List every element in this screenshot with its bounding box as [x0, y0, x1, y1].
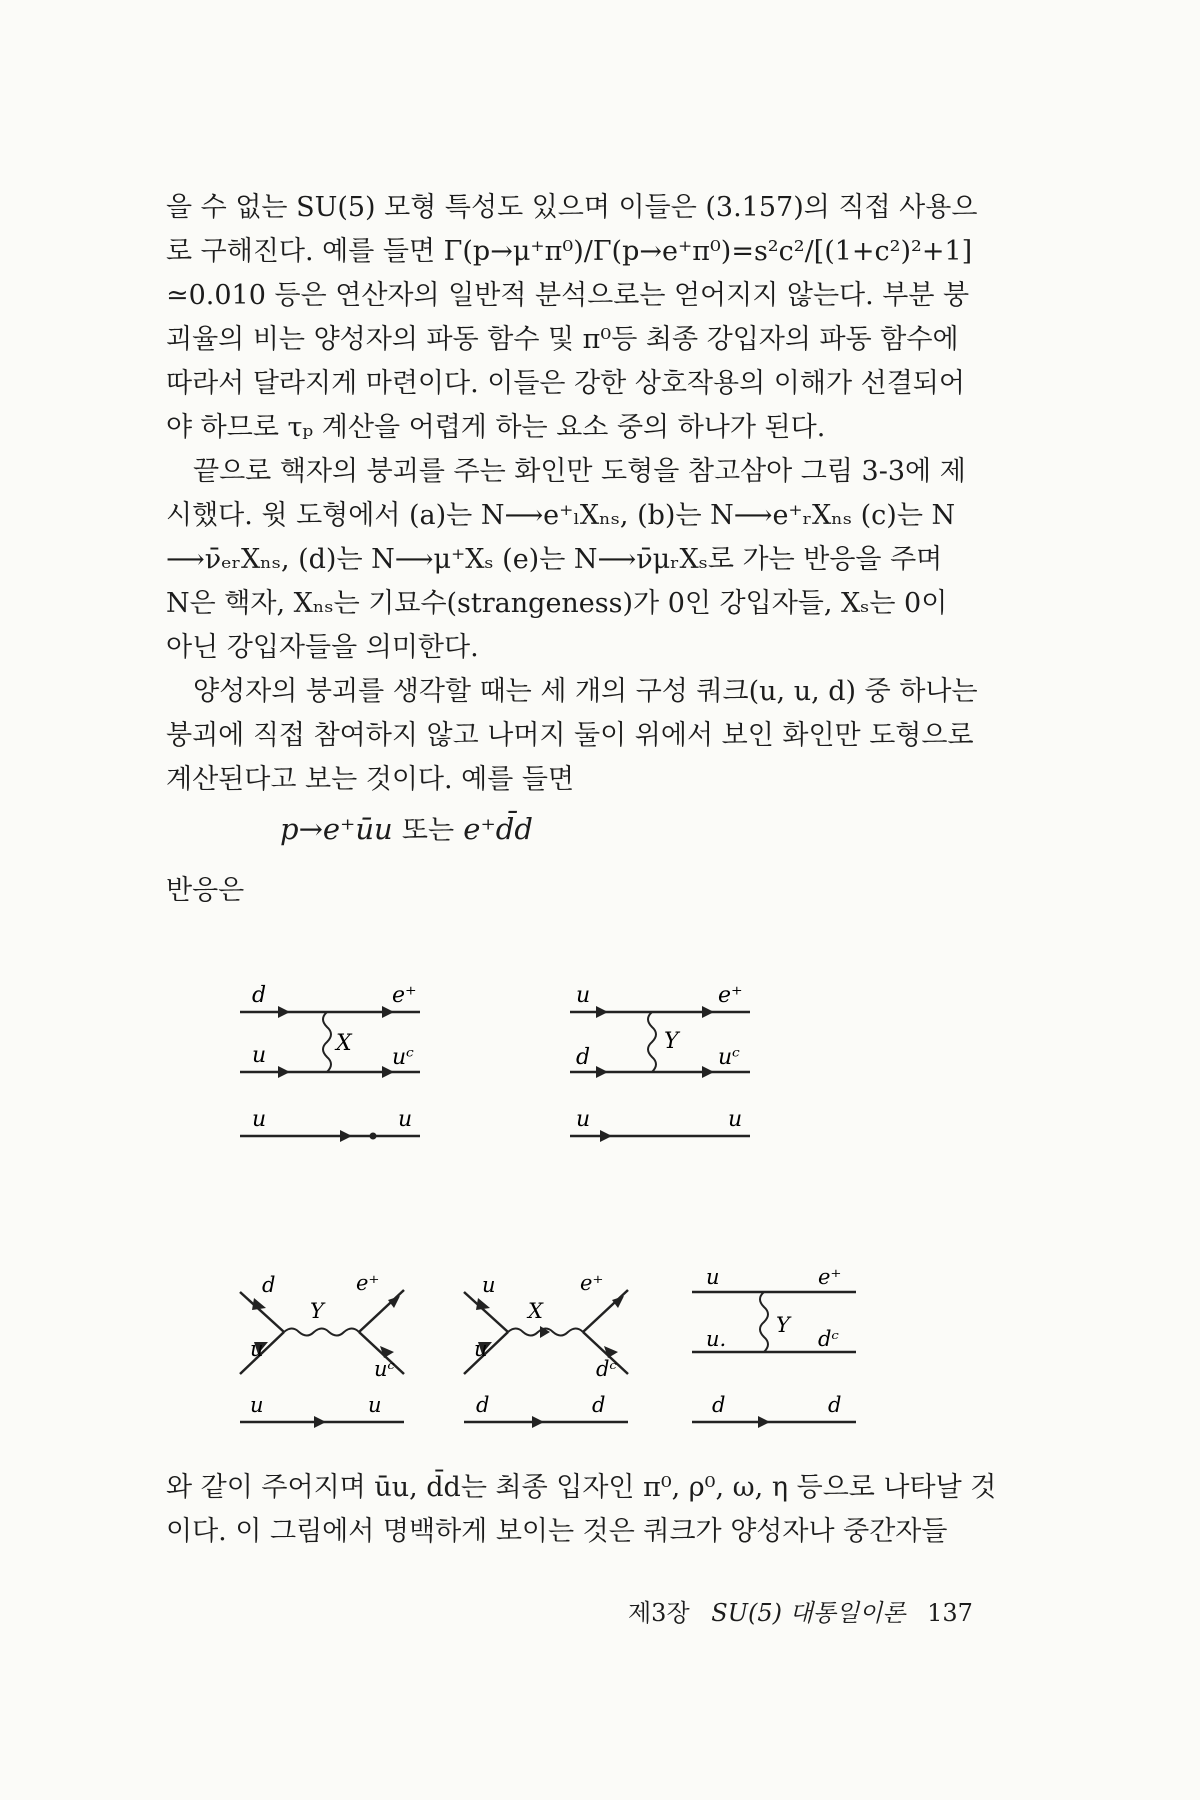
- boson-wavy-line: [760, 1292, 768, 1352]
- lepton-line: [359, 1290, 404, 1332]
- footer-chapter: 제3장: [628, 1599, 690, 1627]
- label-u: u: [252, 1107, 267, 1132]
- label-e-plus: e⁺: [580, 1271, 604, 1295]
- label-u: u: [728, 1107, 743, 1132]
- label-u: u: [482, 1273, 496, 1297]
- label-u-c: uᶜ: [718, 1045, 740, 1070]
- label-u: u: [368, 1393, 382, 1417]
- label-u: u: [398, 1107, 413, 1132]
- feynman-diagram-y-exchange: [560, 950, 800, 1160]
- label-d-c: dᶜ: [818, 1327, 839, 1351]
- arrow-icon: [596, 1066, 608, 1078]
- label-d: d: [828, 1393, 842, 1417]
- label-d: d: [252, 983, 267, 1008]
- text-line: 괴율의 비는 양성자의 파동 함수 및 π⁰등 최종 강입자의 파동 함수에: [166, 324, 959, 355]
- text-line: 계산된다고 보는 것이다. 예를 들면: [166, 764, 575, 795]
- arrow-icon: [702, 1006, 714, 1018]
- text-line: 로 구해진다. 예를 들면 Γ(p→μ⁺π⁰)/Γ(p→e⁺π⁰)=s²c²/[(1+c²)²+1]: [166, 236, 973, 267]
- label-u-c: uᶜ: [392, 1045, 414, 1070]
- paragraph-2: [166, 450, 1044, 670]
- text-line: 붕괴에 직접 참여하지 않고 나머지 둘이 위에서 보인 화인만 도형으로: [166, 720, 974, 751]
- label-boson: Y: [310, 1299, 324, 1323]
- page-number: 137: [927, 1599, 973, 1627]
- label-e-plus: e⁺: [356, 1271, 380, 1295]
- label-d: d: [712, 1393, 726, 1417]
- label-e-plus: e⁺: [818, 1265, 842, 1289]
- label-boson: X: [528, 1299, 543, 1323]
- text-line: 아닌 강입자들을 의미한다.: [166, 632, 479, 663]
- arrow-icon: [314, 1416, 326, 1428]
- label-boson: Y: [664, 1029, 679, 1054]
- text-line: ≃0.010 등은 연산자의 일반적 분석으로는 얻어지지 않는다. 부분 붕: [166, 280, 970, 311]
- label-u: u.: [706, 1327, 727, 1351]
- boson-wavy-line: [284, 1329, 359, 1336]
- paragraph-3: [166, 670, 1044, 802]
- arrow-icon: [596, 1006, 608, 1018]
- running-footer: [628, 1593, 973, 1628]
- arrow-icon: [600, 1130, 612, 1142]
- text-line: 이다. 이 그림에서 명백하게 보이는 것은 쿼크가 양성자나 중간자들: [166, 1516, 948, 1547]
- arrow-icon: [252, 1298, 266, 1310]
- formula-right: e⁺d̄d: [463, 812, 533, 846]
- label-boson: Y: [776, 1313, 790, 1337]
- formula-left: p→e⁺ūu: [280, 812, 393, 846]
- label-u: u: [250, 1393, 264, 1417]
- label-u: u: [250, 1337, 264, 1361]
- text-line: 을 수 없는 SU(5) 모형 특성도 있으며 이들은 (3.157)의 직접 사용으: [166, 192, 978, 223]
- label-u: u: [474, 1337, 488, 1361]
- label-u: u: [576, 983, 591, 1008]
- quark-line: [240, 1292, 284, 1332]
- label-d: d: [476, 1393, 490, 1417]
- reaction-label: 반응은: [166, 875, 245, 906]
- boson-wavy-line: [323, 1012, 331, 1072]
- vertex-dot: [370, 1133, 377, 1140]
- text-line: 끝으로 핵자의 붕괴를 주는 화인만 도형을 참고삼아 그림 3-3에 제: [193, 456, 966, 487]
- paragraph-4: [166, 1466, 1044, 1554]
- label-u: u: [706, 1265, 720, 1289]
- text-line: ⟶ν̄ₑᵣXₙₛ, (d)는 N⟶μ⁺Xₛ (e)는 N⟶ν̄μᵣXₛ로 가는 반응을 주며: [166, 544, 943, 575]
- text-line: 야 하므로 τₚ 계산을 어렵게 하는 요소 중의 하나가 된다.: [166, 412, 826, 443]
- formula-or: 또는: [401, 815, 455, 846]
- label-u: u: [252, 1043, 267, 1068]
- paragraph-1: [166, 186, 1044, 450]
- feynman-diagram-x-exchange: [230, 950, 470, 1160]
- quark-line: [464, 1292, 508, 1332]
- label-d: d: [262, 1273, 276, 1297]
- label-boson: X: [336, 1031, 352, 1056]
- feynman-diagram-x-annihilation: [452, 1262, 682, 1442]
- label-d-c: dᶜ: [596, 1357, 617, 1381]
- boson-wavy-line: [648, 1012, 656, 1072]
- lepton-line: [583, 1290, 628, 1332]
- arrow-icon: [340, 1130, 352, 1142]
- label-d: d: [592, 1393, 606, 1417]
- label-u-c: uᶜ: [374, 1357, 395, 1381]
- label-e-plus: e⁺: [392, 983, 417, 1008]
- label-e-plus: e⁺: [718, 983, 743, 1008]
- feynman-diagram-y-exchange-dc: [682, 1262, 912, 1442]
- feynman-diagram-y-annihilation: [228, 1262, 458, 1442]
- text-line: N은 핵자, Xₙₛ는 기묘수(strangeness)가 0인 강입자들, Xₛ는 0이: [166, 588, 948, 619]
- decay-formula: [280, 808, 533, 847]
- arrow-icon: [532, 1416, 544, 1428]
- label-u: u: [576, 1107, 591, 1132]
- label-d: d: [576, 1045, 591, 1070]
- arrow-icon: [278, 1006, 290, 1018]
- arrow-icon: [278, 1066, 290, 1078]
- text-line: 시했다. 윗 도형에서 (a)는 N⟶e⁺ₗXₙₛ, (b)는 N⟶e⁺ᵣXₙₛ (c)는 N: [166, 500, 956, 531]
- text-line: 따라서 달라지게 마련이다. 이들은 강한 상호작용의 이해가 선결되어: [166, 368, 965, 399]
- text-line: 와 같이 주어지며 ūu, d̄d는 최종 입자인 π⁰, ρ⁰, ω, η 등으로 나타날 것: [166, 1472, 997, 1503]
- arrow-icon: [702, 1066, 714, 1078]
- arrow-icon: [758, 1416, 770, 1428]
- footer-title: SU(5) 대통일이론: [711, 1599, 906, 1627]
- arrow-icon: [476, 1298, 490, 1310]
- text-line: 양성자의 붕괴를 생각할 때는 세 개의 구성 쿼크(u, u, d) 중 하나는: [193, 676, 978, 707]
